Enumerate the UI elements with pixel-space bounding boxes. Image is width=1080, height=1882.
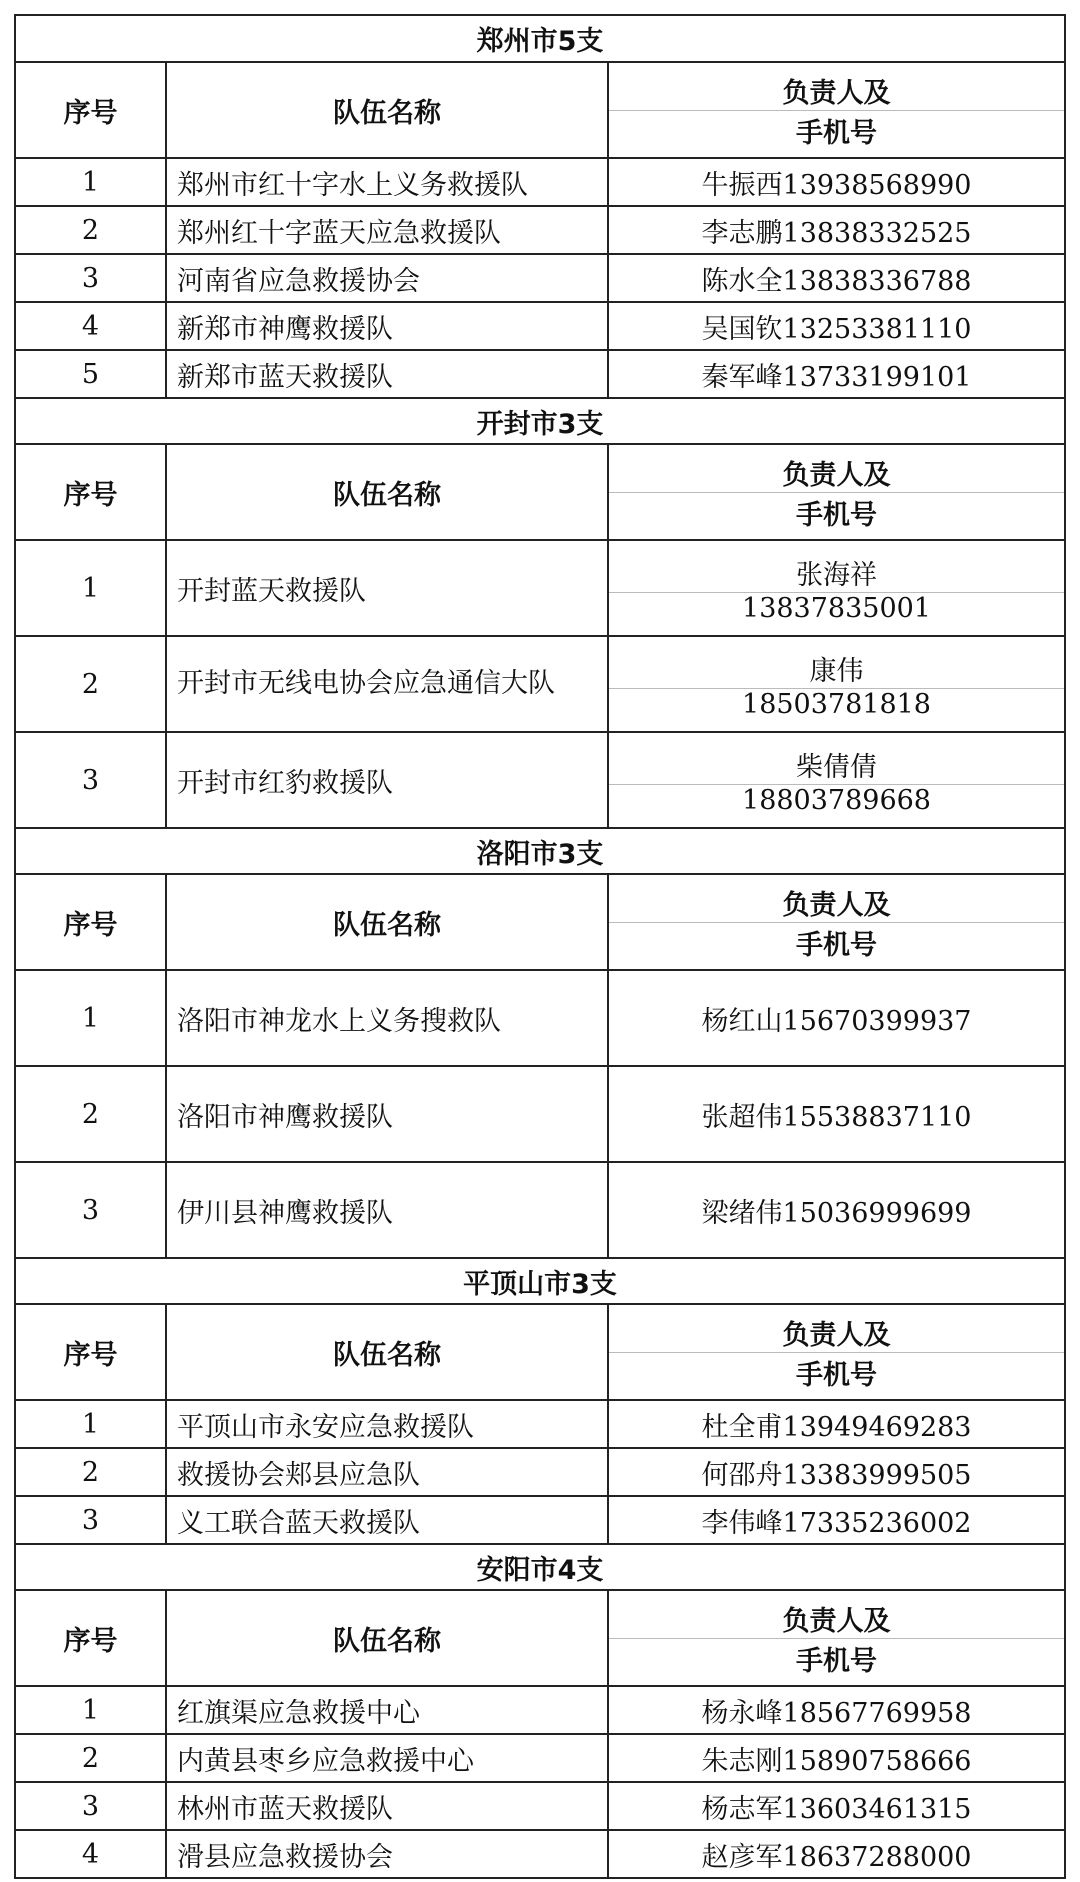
header-contact (608, 1304, 1064, 1400)
table-row (16, 1686, 1064, 1734)
team-name: 新郑市蓝天救援队 (166, 350, 608, 398)
contact: 杜全甫13949469283 (608, 1400, 1064, 1448)
header-no: 序号 (16, 874, 166, 970)
contact (608, 540, 1064, 636)
section-title: 平顶山市3支 (16, 1258, 1064, 1304)
table-row (16, 302, 1064, 350)
header-contact-line2: 手机号 (796, 1359, 877, 1391)
section-title-row (16, 398, 1064, 444)
header-contact-line1: 负责人及 (609, 453, 1064, 493)
team-name: 林州市蓝天救援队 (166, 1782, 608, 1830)
contact: 李志鹏13838332525 (608, 206, 1064, 254)
contact-phone: 18803789668 (742, 784, 931, 816)
team-name: 红旗渠应急救援中心 (166, 1686, 608, 1734)
table-row (16, 254, 1064, 302)
row-number: 3 (16, 1496, 166, 1544)
header-contact-line2: 手机号 (796, 499, 877, 531)
contact: 杨红山15670399937 (608, 970, 1064, 1066)
header-contact (608, 444, 1064, 540)
team-name: 伊川县神鹰救援队 (166, 1162, 608, 1258)
team-name: 开封市红豹救援队 (166, 732, 608, 828)
row-number: 2 (16, 1448, 166, 1496)
contact: 李伟峰17335236002 (608, 1496, 1064, 1544)
team-name: 义工联合蓝天救援队 (166, 1496, 608, 1544)
header-contact-line2: 手机号 (796, 1645, 877, 1677)
header-row (16, 444, 1064, 540)
header-contact-line2: 手机号 (796, 117, 877, 149)
contact: 秦军峰13733199101 (608, 350, 1064, 398)
contact: 赵彦军18637288000 (608, 1830, 1064, 1878)
section-title: 安阳市4支 (16, 1544, 1064, 1590)
contact: 陈水全13838336788 (608, 254, 1064, 302)
contact: 张超伟15538837110 (608, 1066, 1064, 1162)
team-name: 开封蓝天救援队 (166, 540, 608, 636)
team-name: 河南省应急救援协会 (166, 254, 608, 302)
table-row (16, 350, 1064, 398)
row-number: 2 (16, 1734, 166, 1782)
contact: 杨志军13603461315 (608, 1782, 1064, 1830)
contact-person: 张海祥 (609, 553, 1064, 593)
row-number: 2 (16, 636, 166, 732)
table-row (16, 1162, 1064, 1258)
header-team: 队伍名称 (166, 62, 608, 158)
header-contact (608, 874, 1064, 970)
header-row (16, 874, 1064, 970)
row-number: 3 (16, 1782, 166, 1830)
header-row (16, 1590, 1064, 1686)
contact-phone: 13837835001 (742, 592, 931, 624)
table-row (16, 1066, 1064, 1162)
section-title-row (16, 1258, 1064, 1304)
row-number: 2 (16, 206, 166, 254)
section-title-row (16, 1544, 1064, 1590)
team-name: 郑州市红十字水上义务救援队 (166, 158, 608, 206)
team-name: 平顶山市永安应急救援队 (166, 1400, 608, 1448)
contact: 牛振西13938568990 (608, 158, 1064, 206)
table-row (16, 540, 1064, 636)
row-number: 1 (16, 158, 166, 206)
header-contact-line1: 负责人及 (609, 1599, 1064, 1639)
row-number: 1 (16, 1400, 166, 1448)
contact-phone: 18503781818 (742, 688, 931, 720)
header-team: 队伍名称 (166, 874, 608, 970)
table-row (16, 1496, 1064, 1544)
header-team: 队伍名称 (166, 1304, 608, 1400)
team-name: 开封市无线电协会应急通信大队 (166, 636, 608, 732)
row-number: 2 (16, 1066, 166, 1162)
contact: 梁绪伟15036999699 (608, 1162, 1064, 1258)
team-name: 滑县应急救援协会 (166, 1830, 608, 1878)
team-name: 洛阳市神龙水上义务搜救队 (166, 970, 608, 1066)
row-number: 4 (16, 302, 166, 350)
row-number: 3 (16, 1162, 166, 1258)
section-title-row (16, 828, 1064, 874)
header-contact-line2: 手机号 (796, 929, 877, 961)
row-number: 1 (16, 540, 166, 636)
header-contact-line1: 负责人及 (609, 71, 1064, 111)
section-title: 洛阳市3支 (16, 828, 1064, 874)
contact (608, 636, 1064, 732)
contact-person: 康伟 (609, 649, 1064, 689)
table-row (16, 970, 1064, 1066)
contact: 杨永峰18567769958 (608, 1686, 1064, 1734)
row-number: 4 (16, 1830, 166, 1878)
team-name: 救援协会郏县应急队 (166, 1448, 608, 1496)
contact (608, 732, 1064, 828)
section-title: 开封市3支 (16, 398, 1064, 444)
header-contact (608, 62, 1064, 158)
header-no: 序号 (16, 62, 166, 158)
table-row (16, 1782, 1064, 1830)
contact: 朱志刚15890758666 (608, 1734, 1064, 1782)
header-no: 序号 (16, 444, 166, 540)
row-number: 3 (16, 254, 166, 302)
table-row (16, 1830, 1064, 1878)
row-number: 5 (16, 350, 166, 398)
header-contact (608, 1590, 1064, 1686)
row-number: 1 (16, 1686, 166, 1734)
contact-person: 柴倩倩 (609, 745, 1064, 785)
team-name: 洛阳市神鹰救援队 (166, 1066, 608, 1162)
header-row (16, 62, 1064, 158)
rescue-teams-sheet (14, 14, 1066, 1879)
team-name: 郑州红十字蓝天应急救援队 (166, 206, 608, 254)
table-row (16, 1448, 1064, 1496)
header-contact-line1: 负责人及 (609, 1313, 1064, 1353)
header-row (16, 1304, 1064, 1400)
table-row (16, 158, 1064, 206)
header-no: 序号 (16, 1304, 166, 1400)
header-no: 序号 (16, 1590, 166, 1686)
contact: 何邵舟13383999505 (608, 1448, 1064, 1496)
header-contact-line1: 负责人及 (609, 883, 1064, 923)
table-row (16, 1734, 1064, 1782)
team-name: 新郑市神鹰救援队 (166, 302, 608, 350)
table-row (16, 636, 1064, 732)
table-row (16, 206, 1064, 254)
section-title: 郑州市5支 (16, 16, 1064, 62)
rescue-teams-table (16, 16, 1064, 1879)
section-title-row (16, 16, 1064, 62)
header-team: 队伍名称 (166, 1590, 608, 1686)
header-team: 队伍名称 (166, 444, 608, 540)
row-number: 1 (16, 970, 166, 1066)
table-row (16, 1400, 1064, 1448)
table-row (16, 732, 1064, 828)
team-name: 内黄县枣乡应急救援中心 (166, 1734, 608, 1782)
row-number: 3 (16, 732, 166, 828)
contact: 吴国钦13253381110 (608, 302, 1064, 350)
